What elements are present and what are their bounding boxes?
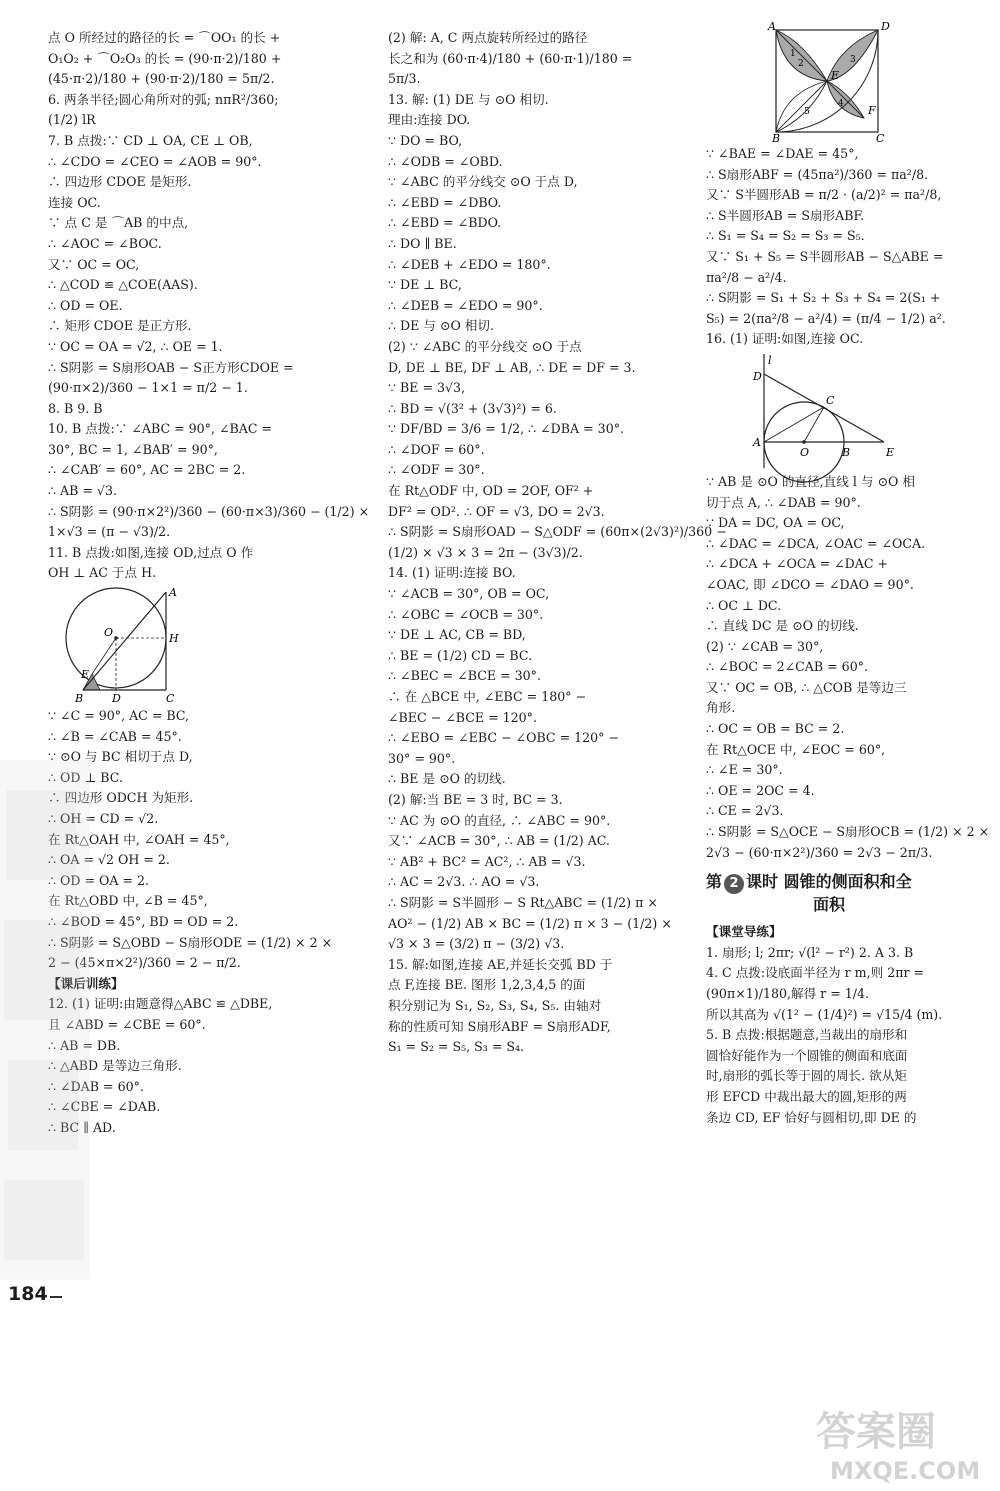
col3b-line: 2√3 − (60·π×2²)/360 = 2√3 − 2π/3.	[706, 844, 933, 860]
col2-line: ∴ ∠ODF = 30°.	[388, 462, 485, 478]
fig15-label: A	[768, 20, 776, 33]
col2-line: ∵ AC 为 ⊙O 的直径, ∴ ∠ABC = 90°.	[388, 812, 611, 828]
col2-line: ∴ BE = (1/2) CD = BC.	[388, 647, 533, 663]
col3b-line: ∴ 直线 DC 是 ⊙O 的切线.	[706, 618, 859, 634]
lesson-title-line2: 面积	[812, 895, 845, 915]
col1-line: O₁O₂ + ⌒O₂O₃ 的长 = (90·π·2)/180 +	[48, 50, 282, 66]
col1-line: 连接 OC.	[48, 194, 101, 210]
col3-lines-top	[706, 144, 952, 350]
fig15-region-label: 3	[850, 55, 856, 65]
fig16-label: D	[753, 369, 762, 383]
col1-lines-bottom	[48, 706, 333, 1138]
col1b-line: ∴ OD ⊥ BC.	[48, 769, 123, 785]
fig11-label: C	[166, 692, 175, 706]
fig16-label: C	[826, 393, 835, 407]
figure-problem-15	[764, 20, 914, 145]
col1-line: 30°, BC = 1, ∠BAB′ = 90°,	[48, 441, 218, 457]
fig16-label: A	[753, 435, 761, 449]
lesson-number-badge: 2	[724, 874, 744, 894]
col1-line: 11. B 点拨:如图,连接 OD,过点 O 作	[48, 544, 254, 560]
col3c-line: 条边 CD, EF 恰好与圆相切,即 DE 的	[706, 1109, 917, 1125]
page-number-rule	[50, 1296, 62, 1298]
col2-line: ∴ ∠ODB = ∠OBD.	[388, 153, 503, 169]
col3b-line: ∴ ∠DCA + ∠OCA = ∠DAC +	[706, 556, 889, 572]
col2-line: ∴ DO ∥ BE.	[388, 235, 457, 251]
col1b-line: ∵ ∠C = 90°, AC = BC,	[48, 708, 190, 724]
fig16-label: l	[768, 353, 772, 367]
col1-line: 10. B 点拨:∵ ∠ABC = 90°, ∠BAC =	[48, 421, 273, 437]
fig15-label: F	[868, 104, 876, 117]
col1b-line: ∴ ∠CBE = ∠DAB.	[48, 1099, 161, 1115]
col1b-line: ∴ S阴影 = S△OBD − S扇形ODE = (1/2) × 2 ×	[48, 934, 333, 950]
fig11-label: E	[81, 668, 90, 682]
answer-column-right	[706, 20, 990, 1128]
col2-line: ∵ DE ⊥ AC, CB = BD,	[388, 627, 526, 643]
col1b-line: ∴ ∠B = ∠CAB = 45°.	[48, 728, 182, 744]
watermark-logo-text: 答案圈	[816, 1409, 936, 1455]
col3b-line: ∠OAC, 即 ∠DCO = ∠DAO = 90°.	[706, 576, 914, 592]
col3-lines-middle	[706, 472, 990, 863]
col2-line: 14. (1) 证明:连接 BO.	[388, 565, 516, 581]
fig15-region-label: 4	[838, 99, 844, 109]
col3b-line: 又∵ OC = OB, ∴ △COB 是等边三	[706, 679, 907, 695]
col1b-line: 2 − (45×π×2²)/360 = 2 − π/2.	[48, 955, 241, 971]
col2-line: ∵ DE ⊥ BC,	[388, 277, 462, 293]
col1b-line: 在 Rt△OAH 中, ∠OAH = 45°,	[48, 831, 230, 847]
col1-line: ∴ 四边形 CDOE 是矩形.	[48, 174, 192, 190]
col1-line: 点 O 所经过的路径的长 = ⌒OO₁ 的长 +	[48, 30, 281, 45]
col2-line: 称的性质可知 S扇形ABF = S扇形ADF,	[388, 1018, 611, 1034]
col1-line: (1/2) lR	[48, 112, 96, 128]
col3b-line: ∴ S阴影 = S△OCE − S扇形OCB = (1/2) × 2 ×	[706, 824, 990, 840]
col1-lines-top	[48, 28, 370, 584]
col2-line: ∴ ∠DEB + ∠EDO = 180°.	[388, 256, 551, 272]
col1-line: ∴ ∠AOC = ∠BOC.	[48, 235, 162, 251]
col3c-line: 所以其高为 √(1² − (1/4)²) = √15/4 (m).	[706, 1006, 943, 1022]
col3-line: ∴ S半圆形AB = S扇形ABF.	[706, 207, 865, 223]
col3b-line: 在 Rt△OCE 中, ∠EOC = 60°,	[706, 741, 886, 757]
col3c-line: 圆恰好能作为一个圆锥的侧面和底面	[706, 1047, 908, 1063]
col1-line: (90·π×2)/360 − 1×1 = π/2 − 1.	[48, 380, 248, 396]
col2-line: DF² = OD². ∴ OF = √3, DO = 2√3.	[388, 503, 605, 519]
col1b-line: ∴ △ABD 是等边三角形.	[48, 1058, 182, 1074]
col2-line: ∴ DE 与 ⊙O 相切.	[388, 318, 494, 334]
col1b-line: ∴ AB = DB.	[48, 1037, 121, 1053]
col2-line: ∴ 在 △BCE 中, ∠EBC = 180° −	[388, 689, 587, 704]
fig15-region-label: 1	[790, 49, 796, 59]
col2-line: 长之和为 (60·π·4)/180 + (60·π·1)/180 =	[388, 50, 633, 66]
col2-line: ∴ ∠EBD = ∠DBO.	[388, 194, 502, 210]
col2-line: ∴ BD = √(3² + (3√3)²) = 6.	[388, 400, 557, 416]
col1-line: ∴ S阴影 = (90·π×2²)/360 − (60·π×3)/360 − (1/2) ×	[48, 503, 370, 519]
col1b-line: ∴ ∠DAB = 60°.	[48, 1078, 144, 1094]
col3b-line: ∴ CE = 2√3.	[706, 803, 784, 819]
col1b-line: ∴ 四边形 ODCH 为矩形.	[48, 790, 194, 806]
col2-line: ∴ ∠BEC = ∠BCE = 30°.	[388, 668, 541, 684]
col1-line: ∴ ∠CAB′ = 60°, AC = 2BC = 2.	[48, 462, 246, 478]
col2-line: ∵ ∠ACB = 30°, OB = OC,	[388, 586, 550, 602]
col1-line: ∴ 矩形 CDOE 是正方形.	[48, 318, 192, 334]
col2-line: 13. 解: (1) DE 与 ⊙O 相切.	[388, 91, 549, 107]
col2-line: 积分别记为 S₁, S₂, S₃, S₄, S₅. 由轴对	[388, 997, 602, 1013]
col1-line: 8. B 9. B	[48, 400, 103, 416]
col2-line: ∵ DO = BO,	[388, 132, 463, 148]
lesson-title: 课时 圆锥的侧面积和全	[746, 872, 912, 892]
lesson-heading	[706, 871, 952, 916]
col1-line: 又∵ OC = OC,	[48, 256, 140, 272]
col2-line: ∴ S阴影 = S扇形OAD − S△ODF = (60π×(2√3)²)/360 −	[388, 524, 727, 540]
col2-line: ∴ ∠DOF = 60°.	[388, 441, 485, 457]
col3c-line: 5. B 点拨:根据题意,当裁出的扇形和	[706, 1027, 908, 1043]
col1b-line: ∴ OD = OA = 2.	[48, 872, 149, 888]
col1-line: (45·π·2)/180 + (90·π·2)/180 = 5π/2.	[48, 71, 275, 87]
col1b-line: 在 Rt△OBD 中, ∠B = 45°,	[48, 893, 208, 909]
col2-line: 在 Rt△ODF 中, OD = 2OF, OF² +	[388, 483, 594, 499]
col2-line: 30° = 90°.	[388, 750, 456, 766]
col2-line: ∠BEC − ∠BCE = 120°.	[388, 709, 537, 725]
fig11-label: O	[104, 626, 114, 640]
col3c-line: 形 EFCD 中裁出最大的圆,矩形的两	[706, 1088, 907, 1104]
col1-line: ∴ △COD ≌ △COE(AAS).	[48, 277, 198, 293]
col2-line: ∴ ∠DEB = ∠EDO = 90°.	[388, 297, 543, 313]
col2-line: (2) ∵ ∠ABC 的平分线交 ⊙O 于点	[388, 338, 582, 354]
col3b-line: ∴ ∠DAC = ∠DCA, ∠OAC = ∠OCA.	[706, 535, 926, 551]
fig16-label: E	[886, 445, 895, 459]
col1-line: ∴ OD = OE.	[48, 297, 123, 313]
col3c-line: 1. 扇形; l; 2πr; √(l² − r²) 2. A 3. B	[706, 944, 914, 960]
fig15-label: C	[876, 132, 885, 145]
fig15-region-label: 5	[804, 107, 810, 117]
col1-line: 6. 两条半径;圆心角所对的弧; nπR²/360;	[48, 91, 279, 107]
col3b-line: ∴ ∠BOC = 2∠CAB = 60°.	[706, 659, 869, 675]
fig15-label: D	[881, 20, 890, 33]
fig15-label: E	[831, 69, 840, 82]
col2-line: ∵ BE = 3√3,	[388, 380, 466, 396]
col2-line: 点 F,连接 BE. 图形 1,2,3,4,5 的面	[388, 977, 586, 993]
col3b-line: (2) ∵ ∠CAB = 30°,	[706, 638, 824, 654]
col2-line: (1/2) × √3 × 3 = 2π − (3√3)/2.	[388, 544, 583, 560]
answer-column-left	[48, 28, 370, 1139]
col3b-line: ∴ OE = 2OC = 4.	[706, 782, 815, 798]
col2-line: ∴ S阴影 = S半圆形 − S Rt△ABC = (1/2) π ×	[388, 894, 658, 910]
col2-line: ∵ ∠ABC 的平分线交 ⊙O 于点 D,	[388, 174, 578, 190]
watermark-bottom-right	[810, 1395, 995, 1487]
col3b-line: ∴ OC ⊥ DC.	[706, 597, 782, 613]
figure-problem-16	[748, 352, 918, 470]
col2-line: ∴ BE 是 ⊙O 的切线.	[388, 771, 506, 787]
fig11-label: A	[169, 586, 177, 600]
col1-line: OH ⊥ AC 于点 H.	[48, 565, 157, 581]
fig11-label: H	[169, 632, 179, 646]
col1-line: ∴ S阴影 = S扇形OAB − S正方形CDOE =	[48, 359, 294, 375]
col2-line: √3 × 3 = (3/2) π − (3/2) √3.	[388, 936, 565, 952]
col1-line: 1×√3 = (π − √3)/2.	[48, 524, 171, 540]
fig15-region-label: 2	[798, 59, 804, 69]
col1b-line: ∴ ∠BOD = 45°, BD = OD = 2.	[48, 913, 239, 929]
col2-line: (2) 解: A, C 两点旋转所经过的路径	[388, 30, 588, 45]
col1b-line: ∴ OA = √2 OH = 2.	[48, 852, 170, 868]
col2-line: ∴ ∠EBD = ∠BDO.	[388, 215, 502, 231]
col1-line: ∵ 点 C 是 ⌒AB 的中点,	[48, 215, 189, 231]
col1b-line: ∴ BC ∥ AD.	[48, 1119, 116, 1135]
col3c-line: 4. C 点拨:设底面半径为 r m,则 2πr =	[706, 965, 925, 981]
col1b-line: 且 ∠ABD = ∠CBE = 60°.	[48, 1016, 206, 1032]
col3-line: S₅) = 2(πa²/8 − a²/4) = (π/4 − 1/2) a².	[706, 310, 946, 326]
col3b-line: 切于点 A, ∴ ∠DAB = 90°.	[706, 494, 861, 510]
col2-line: 理由:连接 DO.	[388, 112, 471, 128]
page-number: 184	[8, 1283, 48, 1305]
col3b-line: ∵ AB 是 ⊙O 的直径,直线 l 与 ⊙O 相	[706, 473, 915, 489]
figure-problem-11	[48, 586, 198, 704]
col2-line: ∴ ∠OBC = ∠OCB = 30°.	[388, 606, 544, 622]
col3-line: 16. (1) 证明:如图,连接 OC.	[706, 331, 864, 347]
col1-line: 7. B 点拨:∵ CD ⊥ OA, CE ⊥ OB,	[48, 132, 253, 148]
col2-line: ∴ ∠EBO = ∠EBC − ∠OBC = 120° −	[388, 730, 620, 746]
col2-line: ∵ DF/BD = 3/6 = 1/2, ∴ ∠DBA = 30°.	[388, 421, 625, 437]
col1b-line: 【课后训练】	[48, 975, 124, 991]
col2-line: 5π/3.	[388, 71, 421, 87]
col3-line: ∴ S阴影 = S₁ + S₂ + S₃ + S₄ = 2(S₁ +	[706, 290, 941, 306]
col3c-line: 【课堂导练】	[706, 924, 782, 940]
watermark-url-text: MXQE.COM	[830, 1457, 981, 1485]
lesson-prefix: 第	[706, 872, 723, 892]
col3-lines-bottom	[706, 922, 952, 1128]
col2-line: (2) 解:当 BE = 3 时, BC = 3.	[388, 791, 563, 807]
col1b-line: 12. (1) 证明:由题意得△ABC ≌ △DBE,	[48, 996, 273, 1012]
col3b-line: ∴ OC = OB = BC = 2.	[706, 721, 845, 737]
fig11-label: B	[75, 692, 84, 706]
col2-line: D, DE ⊥ BE, DF ⊥ AB, ∴ DE = DF = 3.	[388, 359, 636, 375]
col3b-line: ∵ DA = DC, OA = OC,	[706, 515, 845, 531]
col2-line: S₁ = S₂ = S₅, S₃ = S₄.	[388, 1039, 525, 1055]
col2-line: ∵ AB² + BC² = AC², ∴ AB = √3.	[388, 853, 586, 869]
col3-line: ∴ S扇形ABF = (45πa²)/360 = πa²/8.	[706, 166, 929, 182]
col2-line: 15. 解:如图,连接 AE,并延长交弧 BD 于	[388, 956, 613, 972]
col1b-line: ∵ ⊙O 与 BC 相切于点 D,	[48, 749, 193, 765]
col3b-line: ∴ ∠E = 30°.	[706, 762, 783, 778]
col2-line: 又∵ ∠ACB = 30°, ∴ AB = (1/2) AC.	[388, 833, 610, 849]
fig16-label: B	[842, 445, 851, 459]
col1-line: ∴ AB = √3.	[48, 483, 117, 499]
col3b-line: 角形.	[706, 700, 736, 716]
col2-line: AO² − (1/2) AB × BC = (1/2) π × 3 − (1/2) ×	[388, 915, 672, 931]
col2-line: ∴ AC = 2√3. ∴ AO = √3.	[388, 874, 540, 890]
col3-line: 又∵ S₁ + S₅ = S半圆形AB − S△ABE =	[706, 248, 944, 264]
col3-line: πa²/8 − a²/4.	[706, 269, 787, 285]
col3-line: ∴ S₁ = S₄ = S₂ = S₃ = S₅.	[706, 228, 865, 244]
col1-line: ∴ ∠CDO = ∠CEO = ∠AOB = 90°.	[48, 153, 262, 169]
col3c-line: 时,扇形的弧长等于圆的周长. 欲从矩	[706, 1068, 907, 1084]
col3-line: 又∵ S半圆形AB = π/2 · (a/2)² = πa²/8,	[706, 187, 942, 203]
fig11-label: D	[112, 692, 121, 706]
col1-line: ∵ OC = OA = √2, ∴ OE = 1.	[48, 338, 223, 354]
col1b-line: ∴ OH = CD = √2.	[48, 811, 159, 826]
fig16-label: O	[800, 445, 810, 459]
fig15-label: B	[772, 132, 781, 145]
col3c-line: (90π×1)/180,解得 r = 1/4.	[706, 986, 870, 1001]
col3-line: ∵ ∠BAE = ∠DAE = 45°,	[706, 146, 859, 161]
